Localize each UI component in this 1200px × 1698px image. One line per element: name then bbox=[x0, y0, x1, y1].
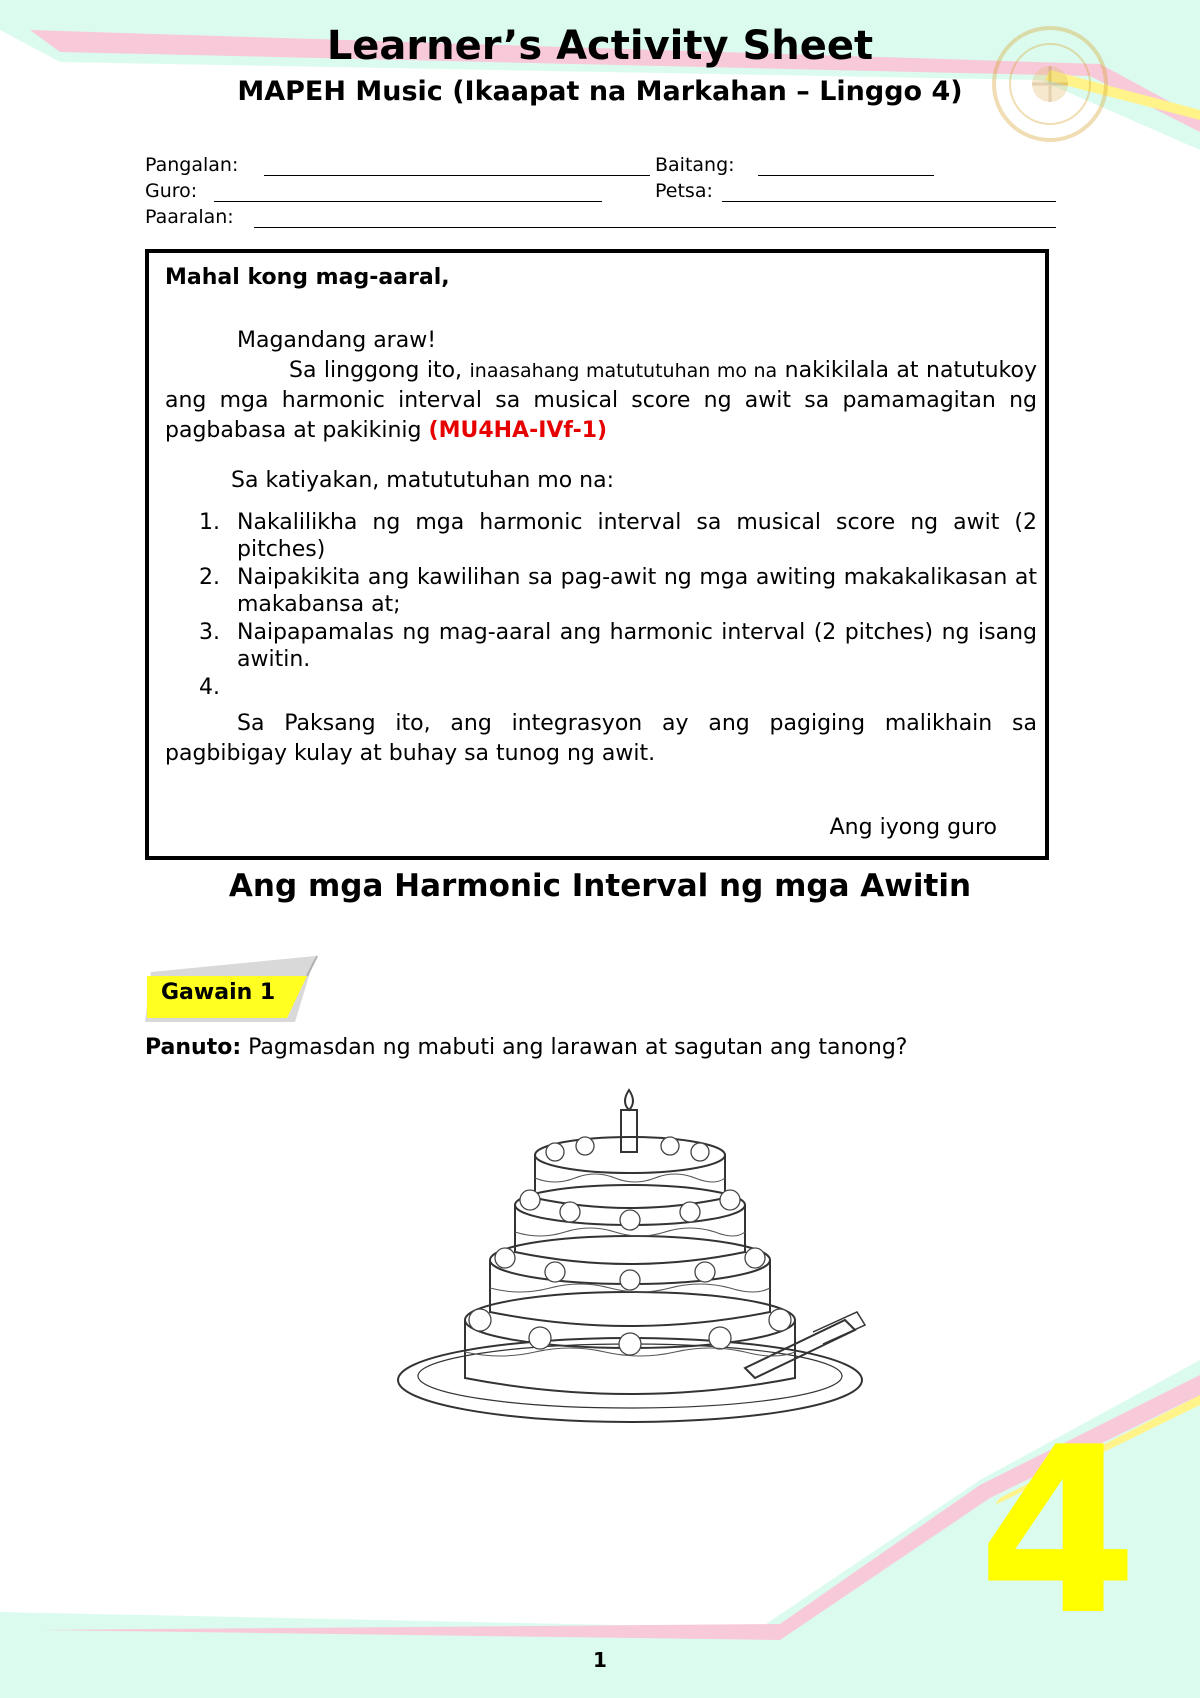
para1-part3: nakikilala at natutukoy ang mga harmonic interval sa musical score ng awit sa pamamagitan ng pagbabasa at pakikinig bbox=[165, 358, 1037, 443]
letter-signature: Ang iyong guro bbox=[829, 815, 997, 840]
panuto-label: Panuto: bbox=[145, 1035, 242, 1060]
objective-item bbox=[165, 674, 1037, 701]
letter-paragraph-2: Sa Paksang ito, ang integrasyon ay ang pagiging malikhain sa pagbibigay kulay at buhay sa tunog ng awit. bbox=[165, 711, 1037, 766]
objectives-list bbox=[165, 509, 1037, 702]
paaralan-label: Paaralan: bbox=[145, 206, 234, 228]
letter-paragraph-1 bbox=[165, 356, 1037, 446]
competency-code: (MU4HA-IVf-1) bbox=[428, 418, 608, 443]
gawain-badge bbox=[145, 952, 325, 1022]
section-title: Ang mga Harmonic Interval ng mga Awitin bbox=[228, 868, 972, 904]
objective-text: Naipapamalas ng mag-aaral ang harmonic interval (2 pitches) ng isang awitin. bbox=[237, 620, 1037, 672]
objective-text: Naipakikita ang kawilihan sa pag-awit ng mga awiting makakalikasan at makabansa at; bbox=[237, 565, 1037, 617]
guro-line[interactable] bbox=[214, 201, 602, 202]
gawain-label: Gawain 1 bbox=[161, 980, 276, 1005]
panuto-instruction bbox=[145, 1034, 907, 1062]
letter-intro: Sa katiyakan, matututuhan mo na: bbox=[231, 468, 614, 493]
objective-number: 1. bbox=[199, 510, 220, 535]
letter-box bbox=[145, 249, 1049, 860]
letter-hello: Magandang araw! bbox=[237, 328, 437, 353]
objective-number: 2. bbox=[199, 565, 220, 590]
birthday-cake-illustration bbox=[395, 1080, 880, 1435]
pangalan-label: Pangalan: bbox=[145, 154, 239, 176]
paaralan-line[interactable] bbox=[254, 227, 1056, 228]
baitang-line[interactable] bbox=[758, 175, 934, 176]
guro-label: Guro: bbox=[145, 180, 198, 202]
objective-item bbox=[165, 564, 1037, 618]
grade-number: 4 bbox=[978, 1399, 1139, 1666]
objective-text: Nakalilikha ng mga harmonic interval sa musical score ng awit (2 pitches) bbox=[237, 510, 1037, 562]
baitang-label: Baitang: bbox=[655, 154, 735, 176]
para1-part2: inaasahang matututuhan mo na bbox=[469, 360, 778, 382]
petsa-line[interactable] bbox=[722, 201, 1056, 202]
panuto-text: Pagmasdan ng mabuti ang larawan at sagutan ang tanong? bbox=[248, 1035, 908, 1060]
page-number: 1 bbox=[593, 1648, 607, 1672]
objective-item bbox=[165, 619, 1037, 673]
para1-part1: Sa linggong ito, bbox=[289, 358, 463, 383]
objective-number: 4. bbox=[199, 675, 220, 700]
letter-greeting: Mahal kong mag-aaral, bbox=[165, 265, 450, 290]
petsa-label: Petsa: bbox=[655, 180, 713, 202]
objective-number: 3. bbox=[199, 620, 220, 645]
objective-item bbox=[165, 509, 1037, 563]
sheet-subtitle: MAPEH Music (Ikaapat na Markahan – Linggo 4) bbox=[237, 76, 963, 107]
sheet-title: Learner’s Activity Sheet bbox=[326, 23, 874, 69]
pangalan-line[interactable] bbox=[264, 175, 650, 176]
